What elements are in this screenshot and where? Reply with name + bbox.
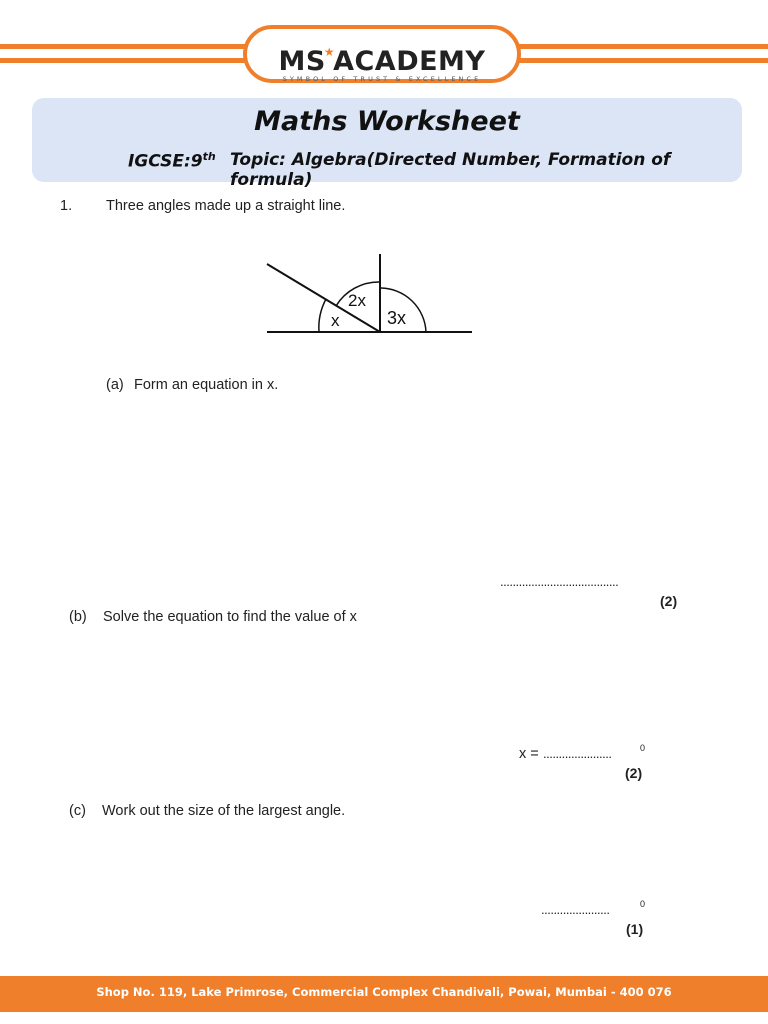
topic-label: Topic: Algebra(Directed Number, Formation of formula) (230, 150, 671, 190)
logo-tagline: SYMBOL OF TRUST & EXCELLENCE (282, 75, 482, 83)
angles-diagram (262, 248, 477, 338)
part-c-answer-line: ...................... (541, 902, 610, 917)
part-b-label: (b) (69, 609, 87, 625)
part-b-marks: (2) (625, 765, 643, 781)
footer-address: Shop No. 119, Lake Primrose, Commercial Complex Chandivali, Powai, Mumbai - 400 076 (0, 976, 768, 1012)
title-box (32, 98, 742, 190)
grade-prefix: IGCSE:9 (128, 151, 203, 172)
question-number: 1. (60, 198, 73, 214)
angle-label-x: x (331, 311, 340, 330)
part-a-label: (a) (106, 377, 124, 393)
question-text: Three angles made up a straight line. (106, 198, 346, 214)
logo-academy-text: ACADEMY (333, 46, 486, 77)
angle-label-2x: 2x (348, 291, 366, 310)
part-b-answer-prefix: x = (519, 746, 539, 762)
part-c-label: (c) (69, 803, 86, 819)
part-c-degree: 0 (640, 899, 646, 909)
star-icon: ★ (323, 45, 336, 59)
part-b-text: Solve the equation to find the value of x (103, 609, 357, 625)
part-c-marks: (1) (626, 921, 644, 937)
part-b-answer-line: ...................... (543, 746, 612, 761)
logo (243, 25, 521, 83)
part-c-text: Work out the size of the largest angle. (102, 803, 346, 819)
part-a-answer-line: ...................................... (500, 574, 619, 589)
logo-title (247, 37, 517, 77)
grade-suffix: th (202, 150, 216, 163)
grade-label (128, 150, 216, 172)
angle-label-3x: 3x (387, 308, 407, 328)
part-b-degree: 0 (640, 743, 646, 753)
part-a-text: Form an equation in x. (134, 377, 279, 393)
worksheet-title: Maths Worksheet (254, 106, 520, 137)
part-a-marks: (2) (660, 593, 678, 609)
logo-ms-text: MS (278, 46, 326, 77)
